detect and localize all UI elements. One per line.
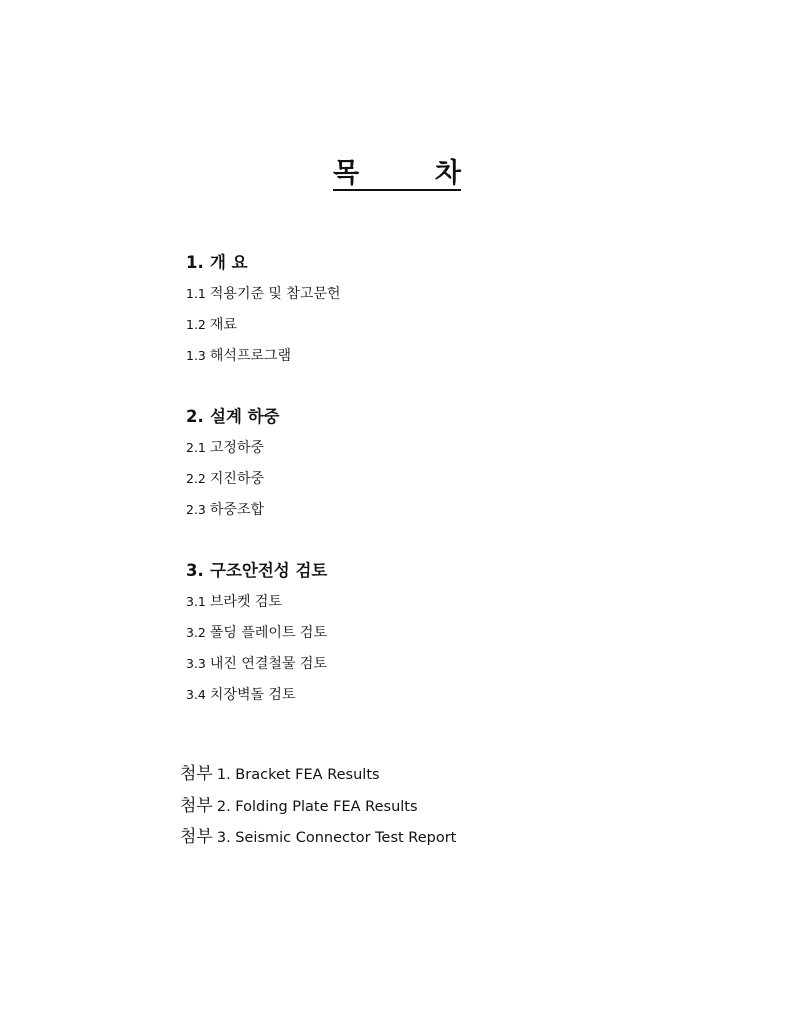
toc-item xyxy=(186,313,341,344)
toc-item xyxy=(186,344,341,375)
attachment-title: 3. Seismic Connector Test Report xyxy=(216,830,457,846)
item-number: 3.3 xyxy=(186,656,206,671)
item-number: 2.2 xyxy=(186,471,206,486)
attachment-prefix: 첨부 xyxy=(180,795,213,816)
attachment-prefix: 첨부 xyxy=(180,764,213,784)
toc-item xyxy=(186,282,341,313)
page-title xyxy=(333,158,461,190)
section-number: 3. xyxy=(186,561,204,580)
toc-item xyxy=(186,436,280,467)
section-heading xyxy=(186,405,280,429)
section-title: 설계 하중 xyxy=(210,407,280,426)
title-underline xyxy=(333,189,461,191)
attachment-item xyxy=(180,823,456,855)
attachment-item xyxy=(180,760,456,792)
section-title: 개 요 xyxy=(210,253,248,272)
item-label: 해석프로그램 xyxy=(209,348,292,364)
toc-item xyxy=(186,498,280,529)
toc-section-3 xyxy=(186,559,327,714)
attachments-list xyxy=(180,760,456,855)
item-label: 지진하중 xyxy=(209,471,264,487)
item-label: 브라켓 검토 xyxy=(209,594,282,610)
section-title: 구조안전성 검토 xyxy=(210,561,328,580)
toc-item xyxy=(186,652,327,683)
toc-item xyxy=(186,467,280,498)
section-heading xyxy=(186,251,341,275)
attachment-item xyxy=(180,792,456,824)
item-number: 1.3 xyxy=(186,348,206,363)
item-number: 2.3 xyxy=(186,502,206,517)
item-label: 재료 xyxy=(209,317,237,333)
item-label: 고정하중 xyxy=(209,440,264,456)
toc-section-2 xyxy=(186,405,280,529)
toc-item xyxy=(186,590,327,621)
section-number: 2. xyxy=(186,407,204,426)
toc-item xyxy=(186,683,327,714)
item-label: 내진 연결철물 검토 xyxy=(209,656,327,672)
toc-section-1 xyxy=(186,251,341,375)
attachment-prefix: 첨부 xyxy=(180,827,213,847)
item-label: 폴딩 플레이트 검토 xyxy=(209,625,327,641)
attachment-title: 1. Bracket FEA Results xyxy=(216,767,380,783)
attachment-title: 2. Folding Plate FEA Results xyxy=(216,798,418,815)
item-label: 하중조합 xyxy=(209,502,264,518)
item-number: 3.2 xyxy=(186,625,206,640)
page-title-char-1: 목 xyxy=(333,158,360,189)
item-number: 2.1 xyxy=(186,440,206,455)
item-number: 1.2 xyxy=(186,317,206,332)
item-label: 치장벽돌 검토 xyxy=(209,687,296,703)
item-label: 적용기준 및 참고문헌 xyxy=(209,286,341,302)
item-number: 1.1 xyxy=(186,286,206,301)
section-number: 1. xyxy=(186,253,204,272)
section-heading xyxy=(186,559,327,583)
item-number: 3.4 xyxy=(186,687,206,702)
item-number: 3.1 xyxy=(186,594,206,609)
toc-item xyxy=(186,621,327,652)
page-title-char-2: 차 xyxy=(434,158,461,189)
